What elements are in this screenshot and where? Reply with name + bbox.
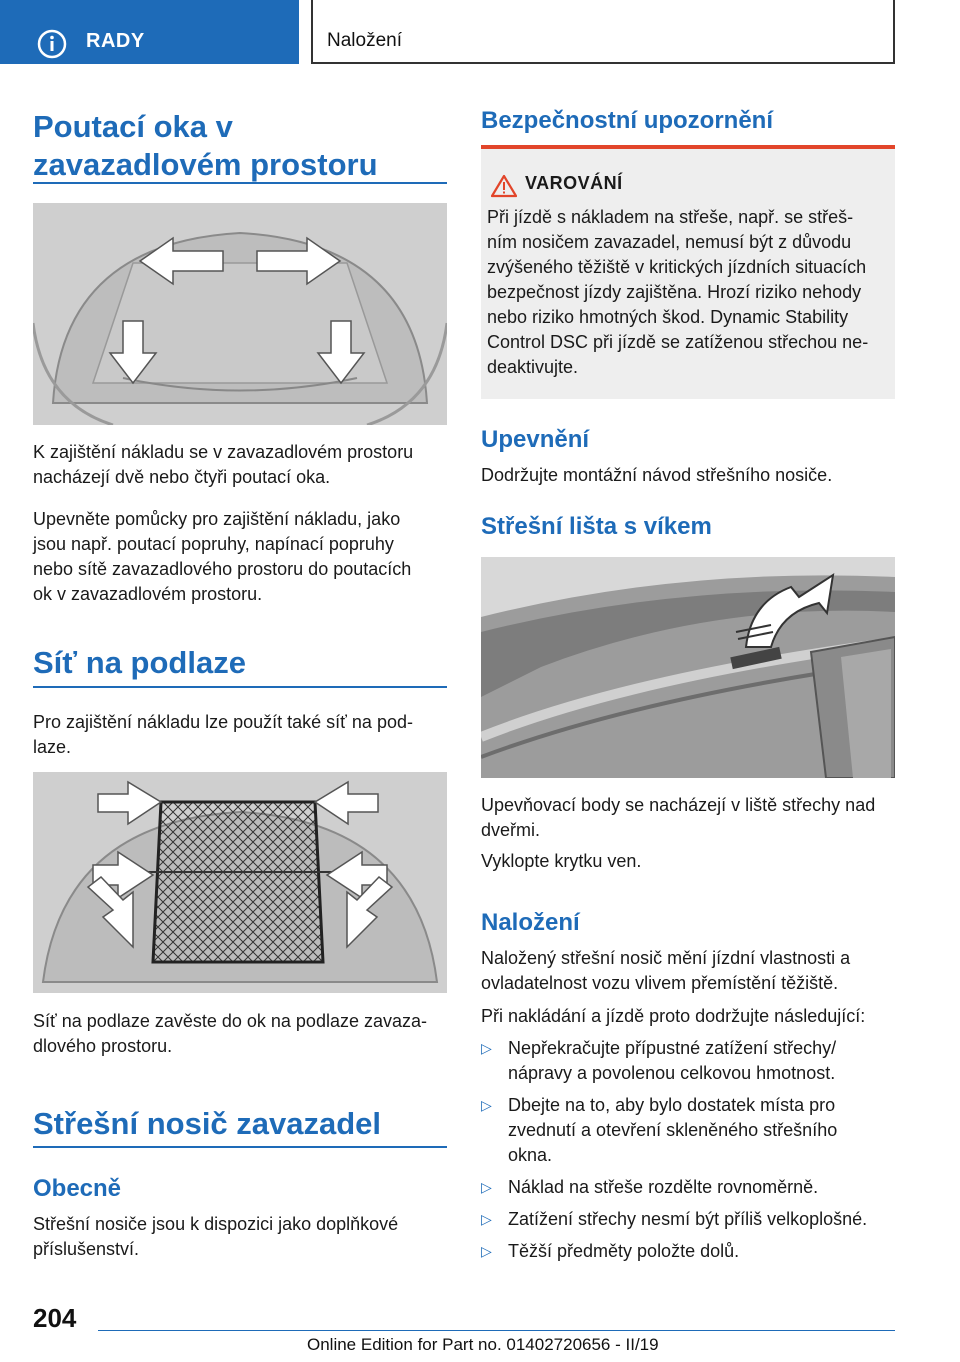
subsection-title-general: Obecně	[33, 1175, 122, 1202]
roof-rail-image	[481, 557, 895, 778]
section-title-tie-down-eyes: Poutací oka v zavazadlovém prostoru	[33, 109, 378, 182]
header-section-label: Naložení	[327, 30, 402, 51]
warning-triangle-icon	[491, 174, 517, 198]
section-title-roof-rack: Střešní nosič zavazadel	[33, 1106, 382, 1141]
subsection-title-roof-rail: Střešní lišta s víkem	[481, 513, 712, 540]
subsection-title-mounting: Upevnění	[481, 426, 590, 453]
paragraph: Při nakládání a jízdě proto dodržujte následující:	[481, 1006, 866, 1026]
footer-edition-text: Online Edition for Part no. 01402720656 - II/19	[307, 1335, 659, 1354]
section-title-safety: Bezpečnostní upozornění	[481, 107, 774, 134]
paragraph: Naložený střešní nosič mění jízdní vlastnosti a ovladatelnost vozu vlivem přemístění těžiště.	[481, 948, 851, 993]
list-item: ▷ Nepřekračujte přípustné zatížení střechy/ nápravy a povolenou celkovou hmotnost.	[481, 1038, 837, 1083]
paragraph: K zajištění nákladu se v zavazadlovém prostoru nacházejí dvě nebo čtyři poutací oka.	[33, 442, 414, 487]
trunk-tie-down-image	[33, 203, 447, 425]
paragraph: Střešní nosiče jsou k dispozici jako doplňkové příslušenství.	[33, 1214, 399, 1259]
paragraph: Vyklopte krytku ven.	[481, 851, 642, 871]
bullet-triangle-icon: ▷	[481, 1040, 492, 1056]
bullet-triangle-icon: ▷	[481, 1097, 492, 1113]
image-caption: Upevňovací body se nacházejí v liště střechy nad dveřmi.	[481, 795, 876, 840]
list-item: ▷ Dbejte na to, aby bylo dostatek místa pro zvednutí a otevření skleněného střešního okna.	[481, 1095, 838, 1165]
list-item: ▷ Těžší předměty položte dolů.	[481, 1239, 895, 1264]
list-item: ▷ Náklad na střeše rozdělte rovnoměrně.	[481, 1175, 895, 1200]
subsection-title-loading: Naložení	[481, 909, 580, 936]
paragraph: Dodržujte montážní návod střešního nosiče.	[481, 465, 833, 485]
header-tab-label: RADY	[86, 30, 145, 52]
bullet-triangle-icon: ▷	[481, 1211, 492, 1227]
warning-title: VAROVÁNÍ	[525, 173, 623, 193]
header-tab[interactable]	[0, 0, 299, 64]
section-title-floor-net: Síť na podlaze	[33, 645, 246, 680]
paragraph: Upevněte pomůcky pro zajištění nákladu, jako jsou např. poutací popruhy, napínací popruhy nebo sítě zavazadlového prostoru do poutacích ok v zavazadlovém prostoru.	[33, 509, 412, 604]
floor-net-image	[33, 772, 447, 993]
header-section-title	[311, 0, 895, 64]
bullet-triangle-icon: ▷	[481, 1179, 492, 1195]
warning-text: Při jízdě s nákladem na střeše, např. se střeš- ním nosičem zavazadel, nemusí být z důvodu zvýšeného těžiště v kritických jízdních situacích bezpečnost jízdy zajištěna. Hrozí riziko nehody nebo riziko hmotných škod. Dynamic Stability Control DSC při jízdě se zatíženou střechou ne- deaktivujte.	[487, 207, 869, 377]
section-rule	[33, 1146, 447, 1148]
paragraph: Pro zajištění nákladu lze použít také síť na pod- laze.	[33, 712, 413, 757]
section-rule	[33, 686, 447, 688]
list-item: ▷ Zatížení střechy nesmí být příliš velkoplošné.	[481, 1207, 895, 1232]
info-icon	[36, 28, 68, 60]
footer-rule	[98, 1330, 895, 1331]
page-number: 204	[33, 1303, 77, 1333]
bullet-triangle-icon: ▷	[481, 1243, 492, 1259]
section-rule	[33, 182, 447, 184]
image-caption: Síť na podlaze zavěste do ok na podlaze zavaza- dlového prostoru.	[33, 1011, 428, 1056]
